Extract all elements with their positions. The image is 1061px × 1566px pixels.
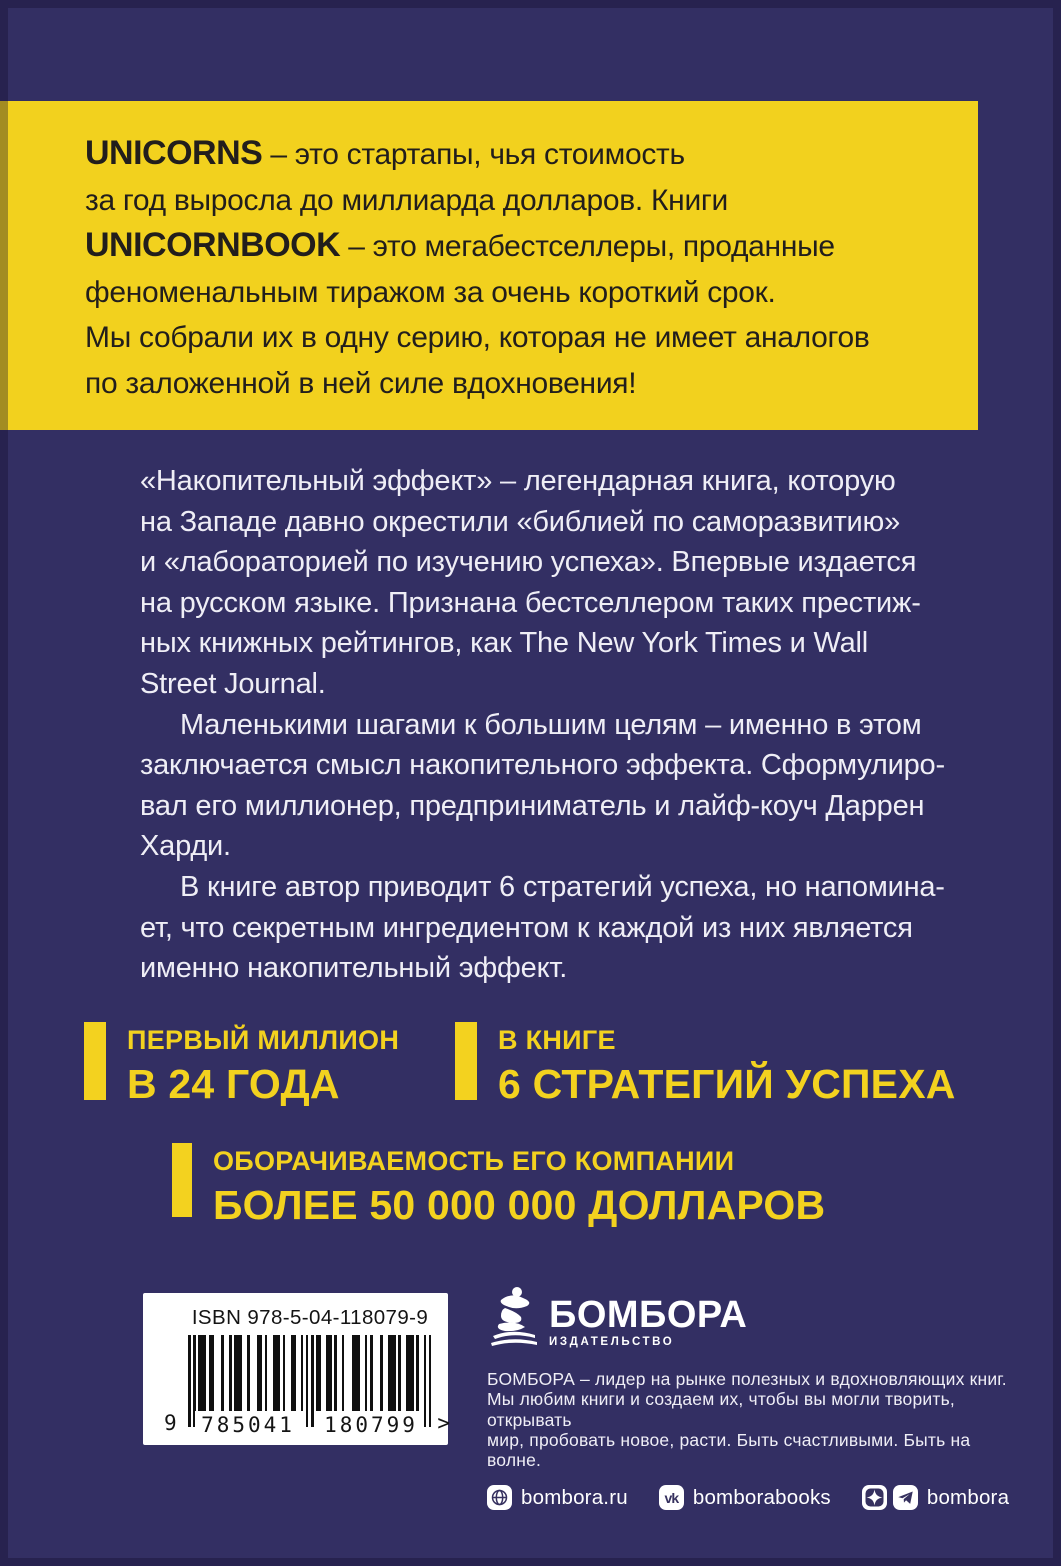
feature-title: В КНИГЕ bbox=[498, 1025, 616, 1055]
publisher-description-line: Мы любим книги и создаем их, чтобы вы могли творить, открывать bbox=[487, 1389, 955, 1430]
feature-value: В 24 ГОДА bbox=[127, 1061, 340, 1107]
barcode-digit-group: 785041 bbox=[195, 1411, 301, 1439]
publisher-logo bbox=[487, 1286, 1027, 1348]
intro-highlight-box bbox=[0, 101, 978, 430]
social-links-row bbox=[487, 1485, 1027, 1510]
publisher-description-line: БОМБОРА – лидер на рынке полезных и вдохновляющих книг. bbox=[487, 1369, 1007, 1389]
synopsis-line: В книге автор приводит 6 стратегий успеха, но напомина- bbox=[180, 870, 945, 903]
synopsis-line: Харди. bbox=[140, 830, 231, 863]
synopsis-line: на Западе давно окрестили «библией по саморазвитию» bbox=[140, 505, 900, 538]
website-link bbox=[487, 1485, 628, 1510]
intro-line bbox=[85, 131, 958, 178]
synopsis-line: Street Journal. bbox=[140, 667, 326, 700]
ean13-barcode bbox=[164, 1335, 450, 1441]
synopsis-line: «Накопительный эффект» – легендарная книга, которую bbox=[140, 465, 896, 497]
feature-value: БОЛЕЕ 50 000 000 ДОЛЛАРОВ bbox=[213, 1182, 826, 1228]
publisher-description bbox=[487, 1369, 1027, 1470]
synopsis-line: на русском языке. Признана бестселлером таких престиж- bbox=[140, 586, 921, 619]
bombora-surfer-icon bbox=[487, 1286, 541, 1346]
barcode-digit-group: 180799 bbox=[318, 1411, 424, 1439]
intro-line bbox=[85, 270, 958, 316]
vk-handle: bomborabooks bbox=[692, 1485, 831, 1509]
zen-telegram-handle: bombora bbox=[926, 1485, 1010, 1509]
intro-line-text: Мы собрали их в одну серию, которая не имеет аналогов bbox=[85, 321, 870, 354]
intro-line-text: феноменальным тиражом за очень короткий срок. bbox=[85, 275, 776, 309]
synopsis-line: заключается смысл накопительного эффекта. Сформулиро- bbox=[140, 749, 945, 782]
feature-title: ОБОРАЧИВАЕМОСТЬ ЕГО КОМПАНИИ bbox=[213, 1146, 735, 1176]
synopsis-line: Маленькими шагами к большим целям – именно в этом bbox=[180, 708, 922, 741]
feature-company-turnover bbox=[172, 1143, 825, 1229]
globe-icon bbox=[487, 1485, 512, 1510]
zen-icon bbox=[862, 1485, 887, 1510]
feature-accent-bar bbox=[455, 1022, 477, 1100]
telegram-icon bbox=[893, 1485, 918, 1510]
isbn-label: ISBN 978-5-04-118079-9 bbox=[191, 1306, 429, 1329]
feature-accent-bar bbox=[172, 1143, 192, 1217]
vk-link bbox=[659, 1485, 831, 1510]
publisher-description-line: мир, пробовать новое, расти. Быть счастливыми. Быть на волне. bbox=[487, 1429, 971, 1471]
feature-strategies bbox=[455, 1022, 956, 1108]
intro-line bbox=[85, 315, 958, 361]
website-url: bombora.ru bbox=[521, 1485, 628, 1509]
intro-line bbox=[85, 361, 958, 407]
publisher-subtitle: ИЗДАТЕЛЬСТВО bbox=[549, 1336, 675, 1348]
isbn-barcode-panel bbox=[143, 1293, 448, 1445]
intro-line-text: – это мегабестселлеры, проданные bbox=[340, 230, 835, 263]
synopsis-line: ных книжных рейтингов, как The New York Times и Wall bbox=[140, 627, 869, 660]
barcode-quiet-zone-mark: > bbox=[437, 1411, 450, 1435]
zen-telegram-link bbox=[862, 1485, 1009, 1510]
publisher-block bbox=[487, 1286, 1027, 1510]
synopsis-line: именно накопительный эффект. bbox=[140, 952, 568, 985]
synopsis-line: и «лабораторией по изучению успеха». Впервые издается bbox=[140, 546, 917, 579]
book-synopsis bbox=[140, 461, 1000, 989]
feature-value: 6 СТРАТЕГИЙ УСПЕХА bbox=[498, 1061, 956, 1107]
synopsis-line: ет, что секретным ингредиентом к каждой из них является bbox=[140, 911, 913, 944]
feature-title: ПЕРВЫЙ МИЛЛИОН bbox=[127, 1025, 400, 1055]
feature-first-million bbox=[84, 1022, 399, 1108]
series-name-unicorns: UNICORNS bbox=[85, 134, 263, 172]
feature-accent-bar bbox=[84, 1022, 106, 1100]
intro-line-text: по заложенной в ней силе вдохновения! bbox=[85, 366, 637, 400]
intro-line-text: – это стартапы, чья стоимость bbox=[262, 138, 685, 171]
publisher-name: БОМБОРА bbox=[549, 1294, 748, 1336]
barcode-digit-lead: 9 bbox=[164, 1411, 177, 1435]
intro-line bbox=[85, 178, 958, 224]
synopsis-line: вал его миллионер, предприниматель и лайф-коуч Даррен bbox=[140, 789, 925, 822]
intro-line bbox=[85, 223, 958, 270]
vk-icon: vk bbox=[659, 1485, 684, 1510]
series-name-unicornbook: UNICORNBOOK bbox=[85, 226, 341, 264]
intro-text bbox=[0, 101, 978, 406]
intro-line-text: за год выросла до миллиарда долларов. Книги bbox=[85, 183, 728, 217]
